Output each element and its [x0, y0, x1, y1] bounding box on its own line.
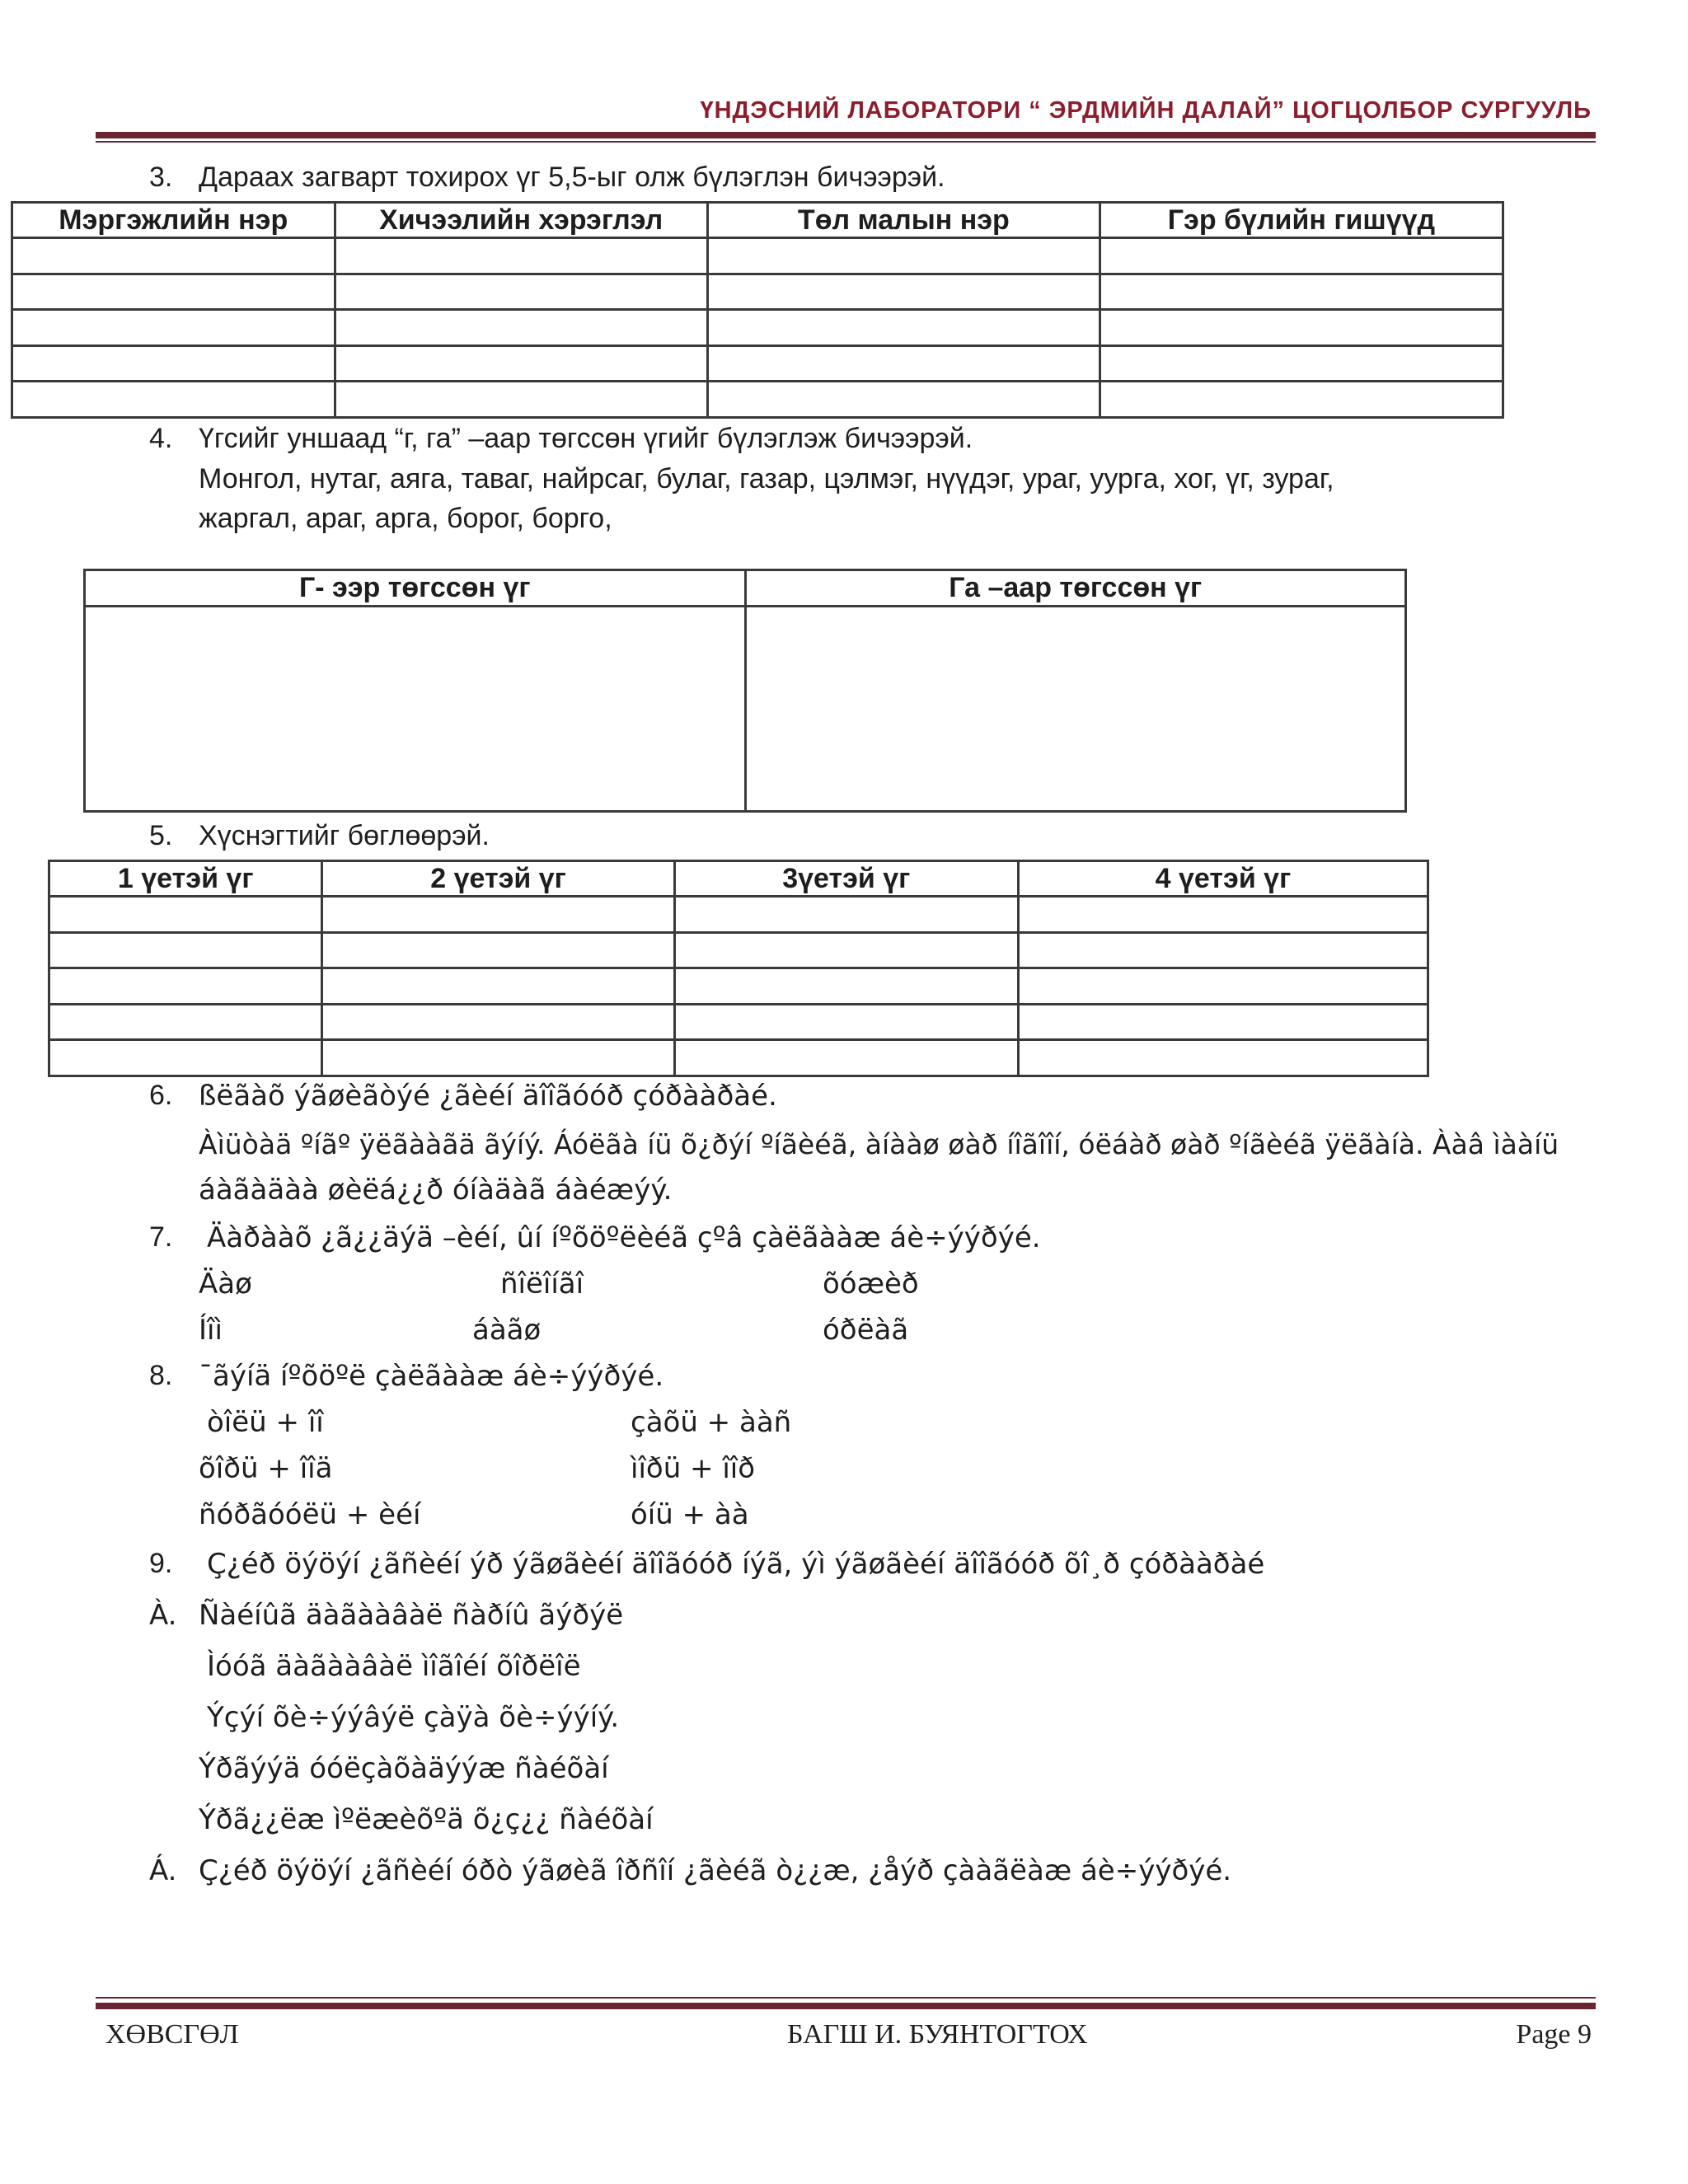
table-cell[interactable]: [12, 346, 335, 382]
q4-table: [83, 569, 1407, 813]
table-cell[interactable]: [707, 346, 1100, 382]
table-cell[interactable]: [12, 382, 335, 418]
q9-part-b-label: Á.: [149, 1854, 177, 1887]
q9-part-a-line: Ñàéíûã äàãààâàë ñàðíû ãýðýë: [199, 1599, 624, 1632]
table-cell[interactable]: [674, 933, 1018, 968]
table-row: [85, 607, 1406, 812]
table-cell[interactable]: [707, 310, 1100, 346]
table-cell[interactable]: [1018, 968, 1428, 1005]
table-cell[interactable]: [1018, 1005, 1428, 1040]
table-cell[interactable]: [745, 607, 1406, 812]
q6-line2: Àìüòàä ºíãº ÿëãààãä ãýíý. Áóëãà íü õ¿ðýí ºíãèéã, àíààø øàð íîãîîí, óëáàð øàð ºíãèéã ÿëãàíà. Ààâ ìààíü: [199, 1128, 1559, 1160]
table-cell[interactable]: [322, 897, 674, 933]
q5-col-4: 4 үетэй үг: [1018, 861, 1428, 897]
q3-col-2: Хичээлийн хэрэглэл: [335, 203, 707, 238]
table-cell[interactable]: [1018, 1040, 1428, 1076]
header-rule: [96, 132, 1596, 138]
q5-col-3: 3үетэй үг: [674, 861, 1018, 897]
q8-item: óíü + àà: [631, 1498, 749, 1531]
q8-text: ¯ãýíä íºõöºë çàëãààæ áè÷ýýðýé.: [199, 1360, 664, 1393]
q8-item: ìîðü + îîð: [631, 1452, 756, 1485]
table-cell[interactable]: [1018, 897, 1428, 933]
q3-col-4: Гэр бүлийн гишүүд: [1100, 203, 1503, 238]
table-cell[interactable]: [322, 1040, 674, 1076]
table-cell[interactable]: [674, 968, 1018, 1005]
table-row: [12, 382, 1503, 418]
q8-item: òîëü + îî: [207, 1406, 324, 1439]
table-cell[interactable]: [1100, 382, 1503, 418]
table-row: [49, 933, 1428, 968]
table-cell[interactable]: [322, 968, 674, 1005]
q9-part-a-line: Ýçýí õè÷ýýâýë çàÿà õè÷ýýíý.: [207, 1701, 620, 1734]
q4-text: Үгсийг уншаад “г, га” –аар төгссөн үгийг бүлэглэж бичээрэй.: [199, 423, 973, 454]
table-cell[interactable]: [1100, 274, 1503, 310]
q6-text: ßëãàõ ýãøèãòýé ¿ãèéí äîîãóóð çóðààðàé.: [199, 1080, 777, 1113]
table-cell[interactable]: [12, 238, 335, 274]
table-cell[interactable]: [12, 274, 335, 310]
q8-item: çàõü + ààñ: [631, 1406, 792, 1439]
table-cell[interactable]: [335, 346, 707, 382]
table-row: [12, 310, 1503, 346]
table-cell[interactable]: [49, 1005, 322, 1040]
q8-item: ñóðãóóëü + èéí: [199, 1498, 421, 1531]
q5-table: [48, 860, 1429, 1077]
q9-number: 9.: [149, 1548, 173, 1579]
table-cell[interactable]: [1100, 310, 1503, 346]
table-row: [49, 1005, 1428, 1040]
table-cell[interactable]: [674, 1005, 1018, 1040]
q9-part-b-text: Ç¿éð öýöýí ¿ãñèéí óðò ýãøèã îðñîí ¿ãèéã ò¿¿æ, ¿åýð çààãëàæ áè÷ýýðýé.: [199, 1854, 1232, 1887]
q7-number: 7.: [149, 1221, 173, 1253]
table-cell[interactable]: [674, 897, 1018, 933]
q5-number: 5.: [149, 820, 173, 851]
table-cell[interactable]: [49, 1040, 322, 1076]
footer-rule-thin: [96, 1997, 1596, 1999]
q5-col-2: 2 үетэй үг: [322, 861, 674, 897]
table-cell[interactable]: [707, 382, 1100, 418]
q3-number: 3.: [149, 162, 173, 193]
page-number: Page 9: [1516, 2019, 1592, 2050]
table-cell[interactable]: [49, 897, 322, 933]
table-cell[interactable]: [335, 310, 707, 346]
table-row: [12, 346, 1503, 382]
q9-text: Ç¿éð öýöýí ¿ãñèéí ýð ýãøãèéí äîîãóóð íýã, ýì ýãøãèéí äîîãóóð õî¸ð çóðààðàé: [207, 1548, 1265, 1581]
table-cell[interactable]: [49, 968, 322, 1005]
q9-part-a-line: Ìóóã äàãààâàë ìîãîéí õîðëîë: [207, 1650, 581, 1683]
q9-part-a-line: Ýðãýýä óóëçàõàäýýæ ñàéõàí: [199, 1752, 609, 1785]
q3-col-1: Мэргэжлийн нэр: [12, 203, 335, 238]
q4-col-1: Г- ээр төгссөн үг: [85, 570, 746, 607]
table-cell[interactable]: [1100, 238, 1503, 274]
table-cell[interactable]: [674, 1040, 1018, 1076]
table-cell[interactable]: [335, 274, 707, 310]
q3-text: Дараах загварт тохирох үг 5,5-ыг олж бүлэглэн бичээрэй.: [199, 162, 945, 193]
q3-col-3: Төл малын нэр: [707, 203, 1100, 238]
table-cell[interactable]: [85, 607, 746, 812]
footer-rule: [96, 2003, 1596, 2009]
table-row: [49, 968, 1428, 1005]
table-cell[interactable]: [335, 382, 707, 418]
footer-left: ХӨВСГӨЛ: [106, 2019, 239, 2050]
q3-table: [11, 201, 1504, 419]
q6-line3: áàãàäàà øèëá¿¿ð óíàäàã áàéæýý.: [199, 1174, 673, 1207]
q7-word: Íîì: [199, 1314, 223, 1347]
q4-words-line2: жаргал, араг, арга, борог, борго,: [199, 503, 612, 534]
table-cell[interactable]: [707, 238, 1100, 274]
q7-word: Äàø: [199, 1268, 252, 1301]
table-row: [12, 238, 1503, 274]
table-cell[interactable]: [1100, 346, 1503, 382]
q8-number: 8.: [149, 1360, 173, 1391]
q5-col-1: 1 үетэй үг: [49, 861, 322, 897]
table-cell[interactable]: [322, 933, 674, 968]
header-title: ҮНДЭСНИЙ ЛАБОРАТОРИ “ ЭРДМИЙН ДАЛАЙ” ЦОГЦОЛБОР СУРГУУЛЬ: [700, 97, 1592, 124]
q7-text: Äàðààõ ¿ã¿¿äýä –èéí, ûí íºõöºëèéã çºâ çàëãààæ áè÷ýýðýé.: [207, 1221, 1041, 1254]
q9-part-a-line: Ýðã¿¿ëæ ìºëæèõºä õ¿ç¿¿ ñàéõàí: [199, 1803, 654, 1836]
q5-text: Хүснэгтийг бөглөөрэй.: [199, 820, 490, 851]
table-cell[interactable]: [322, 1005, 674, 1040]
q6-number: 6.: [149, 1080, 173, 1111]
footer-center: БАГШ И. БУЯНТОГТОХ: [787, 2019, 1088, 2050]
header-rule-thin: [96, 141, 1596, 143]
q4-words-line1: Монгол, нутаг, аяга, таваг, найрсаг, булаг, газар, цэлмэг, нүүдэг, ураг, уурга, хог, үг, зураг,: [199, 463, 1334, 494]
table-row: [49, 1040, 1428, 1076]
q4-number: 4.: [149, 423, 173, 454]
table-cell[interactable]: [49, 933, 322, 968]
table-cell[interactable]: [1018, 933, 1428, 968]
q7-word: óðëàã: [823, 1314, 909, 1347]
q8-item: õîðü + îîä: [199, 1452, 333, 1485]
table-cell[interactable]: [12, 310, 335, 346]
q7-word: ñîëîíãî: [500, 1268, 584, 1301]
table-cell[interactable]: [335, 238, 707, 274]
table-row: [12, 274, 1503, 310]
q9-part-a-label: À.: [149, 1599, 177, 1632]
table-row: [49, 897, 1428, 933]
table-cell[interactable]: [707, 274, 1100, 310]
q7-word: áàãø: [472, 1314, 542, 1347]
q7-word: õóæèð: [823, 1268, 919, 1301]
q4-col-2: Га –аар төгссөн үг: [745, 570, 1406, 607]
